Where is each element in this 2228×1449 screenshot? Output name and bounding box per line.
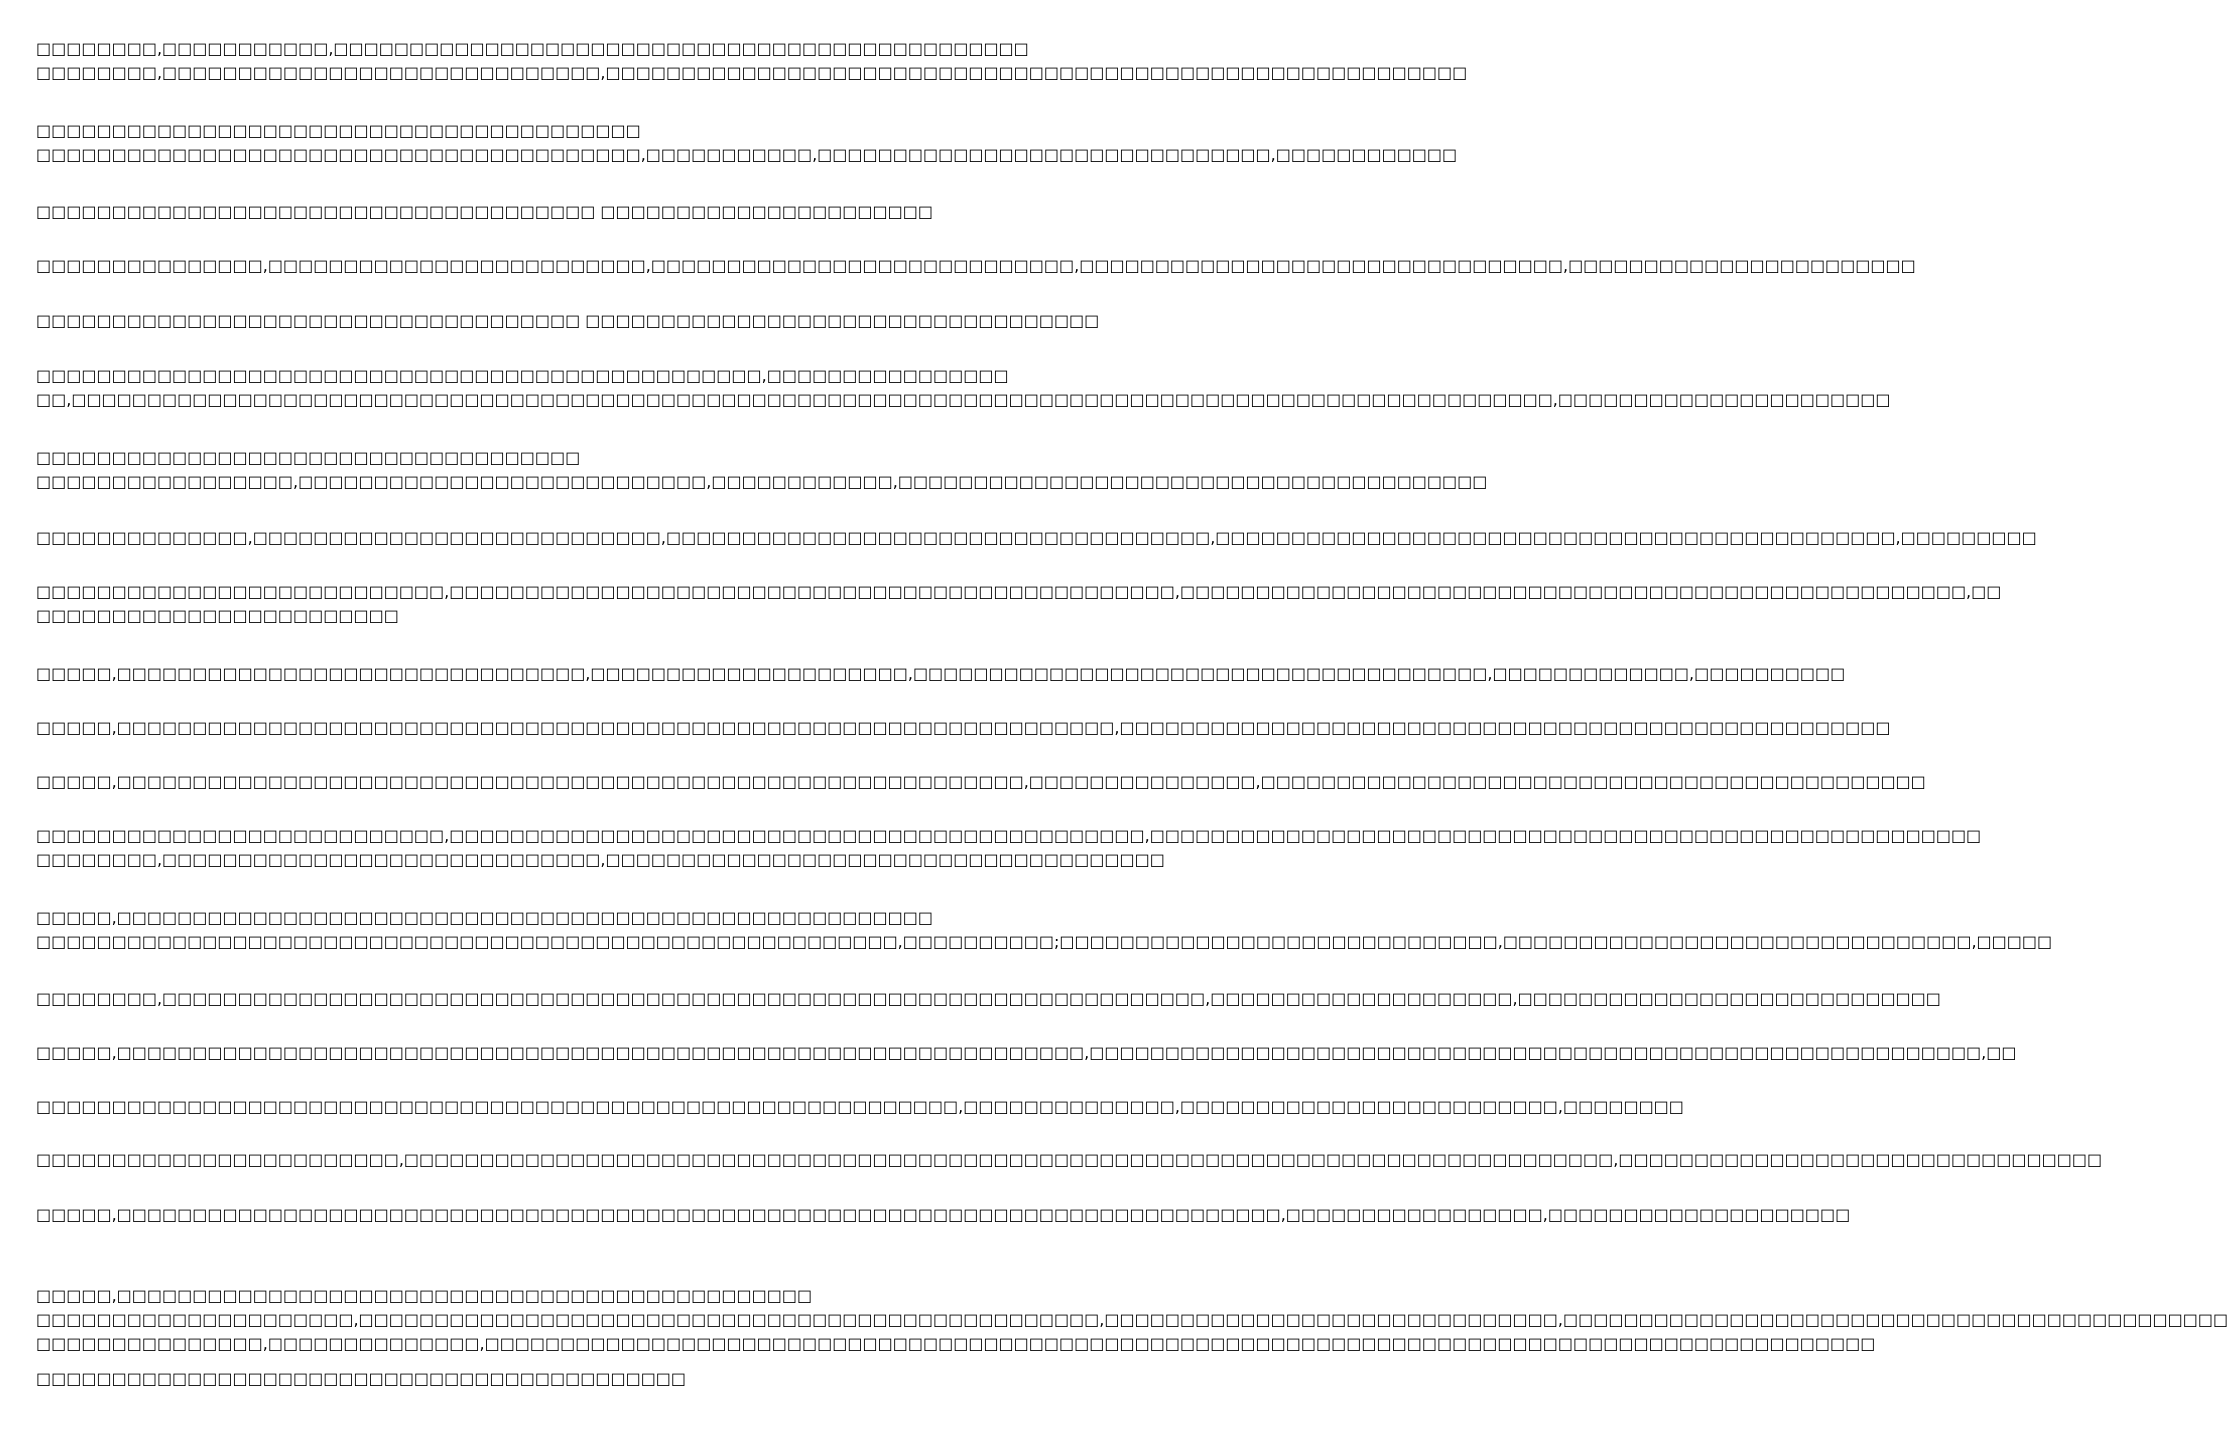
paragraph (36, 200, 990, 224)
paragraph-line: □□□□□,□□□□□□□□□□□□□□□□□□□□□□□□□□□□□□□□□□□□□□□□□□□□□□□□□□□□□□□□□□□□□□□□□□□□□□□□□□□□□,□□□□□□□□□□□□□□□□□,□□□□□□□□□□□□□□□□□□□□ (36, 1205, 1851, 1224)
paragraph-line: □□□□□□□□□□□□□□□□□,□□□□□□□□□□□□□□□□□□□□□□□□□□□,□□□□□□□□□□□□,□□□□□□□□□□□□□□□□□□□□□□□□□□□□□□□□□□□□□□□ (36, 472, 1488, 491)
paragraph (36, 1203, 1851, 1227)
paragraph-line: □□□□□□□□□□□□□□□□□□□□□□□□□□□□□□□□□□□□□□□□□□□□□□□□□□□□□□□□□,□□□□□□□□□□;□□□□□□□□□□□□□□□□□□□□□□□□□□□□□,□□□□□□□□□□□□□□□□□□□□□□□□□□□□□□□,□□□□□ (36, 932, 2053, 951)
paragraph-line: □□□□□□□□□□□□□□□□□□□□□□□□□□□,□□□□□□□□□□□□□□□□□□□□□□□□□□□□□□□□□□□□□□□□□□□□□□,□□□□□□□□□□□□□□□□□□□□□□□□□□□□□□□□□□□□□□□□□□□□□□□□□□□□□□□ (36, 826, 1982, 845)
document-page (36, 37, 2228, 1437)
paragraph (36, 526, 2037, 550)
paragraph-line: □□□□□□□□,□□□□□□□□□□□□□□□□□□□□□□□□□□□□□□□□□□□□□□□□□□□□□□□□□□□□□□□□□□□□□□□□□□□□□,□□□□□□□□□□□□□□□□□□□□,□□□□□□□□□□□□□□□□□□□□□□□□□□□□ (36, 989, 1941, 1008)
paragraph-line: □□□□□□□□□□□□□□□□□□□□□□□□□□□□□□□□□□□□□ □□□□□□□□□□□□□□□□□□□□□□ (36, 202, 933, 221)
paragraph-line: □□□□□□□□□□□□□□□,□□□□□□□□□□□□□□□□□□□□□□□□□,□□□□□□□□□□□□□□□□□□□□□□□□□□□□,□□□□□□□□□□□□□□□□□□□□□□□□□□□□□□□□,□□□□□□□□□□□□□□□□□□□□□□□ (36, 256, 1916, 275)
paragraph (36, 1148, 2103, 1172)
paragraph-line: □□□□□□□□□□□□□□□□□□□□□□□□□□□□□□□□□□□□□□□□□□□□□□□□,□□□□□□□□□□□□□□□□ (36, 366, 1009, 385)
paragraph-line: □□□□□,□□□□□□□□□□□□□□□□□□□□□□□□□□□□□□□□□□□□□□□□□□□□□□□□□□□□□□□□□□□□□□□□,□□□□□□□□□□□□□□□□□□□□□□□□□□□□□□□□□□□□□□□□□□□□□□□□□□□□□□□□□□□,□□ (36, 1043, 2017, 1062)
paragraph (36, 1284, 2228, 1356)
paragraph (36, 1095, 1684, 1119)
paragraph-line: □□□□□□□□□□□□□□□□□□□□□,□□□□□□□□□□□□□□□□□□□□□□□□□□□□□□□□□□□□□□□□□□□□□□□□□,□□□□□□□□□□□□□□□□□□□□□□□□□□□□□□,□□□□□□□□□□□□□□□□□□□□□□□□□□□□□□□□□□□□□□□□□□□□ (36, 1310, 2228, 1329)
paragraph-line: □□□□□□□□□□□□□□,□□□□□□□□□□□□□□□□□□□□□□□□□□□,□□□□□□□□□□□□□□□□□□□□□□□□□□□□□□□□□□□□,□□□□□□□□□□□□□□□□□□□□□□□□□□□□□□□□□□□□□□□□□□□□□,□□□□□□□□□ (36, 528, 2037, 547)
paragraph-line: □□□□□□□□□□□□□□□□□□□□□□□□□□□□□□□□□□□□□□□□,□□□□□□□□□□□,□□□□□□□□□□□□□□□□□□□□□□□□□□□□□□,□□□□□□□□□□□□ (36, 145, 1458, 164)
paragraph (36, 580, 2002, 628)
paragraph-line: □□□□□,□□□□□□□□□□□□□□□□□□□□□□□□□□□□□□□□□□□□□□□□□□□□□□□□□□□□□□□□□□□□,□□□□□□□□□□□□□□□,□□□□□□□□□□□□□□□□□□□□□□□□□□□□□□□□□□□□□□□□□□□□ (36, 772, 1926, 791)
paragraph-line: □□□□□□□□□□□□□□□□□□□□□□□□□□□□□□□□□□□□□□□□□□□ (36, 1369, 687, 1388)
paragraph-line: □□□□□□□□□□□□□□□□□□□□□□□□□□□□□□□□□□□□□□□□ (36, 121, 641, 140)
paragraph (36, 446, 1488, 494)
paragraph (36, 37, 1468, 85)
paragraph-line: □□□□□,□□□□□□□□□□□□□□□□□□□□□□□□□□□□□□□,□□□□□□□□□□□□□□□□□□□□□,□□□□□□□□□□□□□□□□□□□□□□□□□□□□□□□□□□□□□□,□□□□□□□□□□□□□,□□□□□□□□□□ (36, 664, 1846, 683)
paragraph (36, 119, 1458, 167)
paragraph-line: □□□□□□□□□□□□□□□,□□□□□□□□□□□□□□,□□□□□□□□□□□□□□□□□□□□□□□□□□□□□□□□□□□□□□□□□□□□□□□□□□□□□□□□□□□□□□□□□□□□□□□□□□□□□□□□□□□□□□□□□□□□ (36, 1334, 1876, 1353)
paragraph-line: □□□□□,□□□□□□□□□□□□□□□□□□□□□□□□□□□□□□□□□□□□□□□□□□□□□□□□□□□□□□□□□□□□□□□□□□,□□□□□□□□□□□□□□□□□□□□□□□□□□□□□□□□□□□□□□□□□□□□□□□□□□□ (36, 718, 1891, 737)
paragraph (36, 364, 1891, 412)
paragraph-line: □□□□□,□□□□□□□□□□□□□□□□□□□□□□□□□□□□□□□□□□□□□□□□□□□□□□ (36, 1286, 813, 1305)
paragraph-line: □□□□□□□□□□□□□□□□□□□□□□□□□□□□□□□□□□□□ (36, 448, 581, 467)
paragraph (36, 1367, 990, 1391)
paragraph (36, 770, 1926, 794)
paragraph-line: □□□□□□□□,□□□□□□□□□□□□□□□□□□□□□□□□□□□□□,□□□□□□□□□□□□□□□□□□□□□□□□□□□□□□□□□□□□□□□□□□□□□□□□□□□□□□□□□ (36, 63, 1468, 82)
paragraph (36, 1041, 2017, 1065)
paragraph (36, 716, 1891, 740)
paragraph (36, 987, 1941, 1011)
paragraph-line: □□□□□□□□□□□□□□□□□□□□□□□□,□□□□□□□□□□□□□□□□□□□□□□□□□□□□□□□□□□□□□□□□□□□□□□□□□□□□□□□□□□□□□□□□□□□□□□□□□□□□□□□□,□□□□□□□□□□□□□□□□□□□□□□□□□□□□□□□□ (36, 1150, 2103, 1169)
paragraph (36, 254, 1916, 278)
paragraph (36, 824, 1982, 872)
paragraph-line: □□□□□□□□,□□□□□□□□□□□□□□□□□□□□□□□□□□□□□,□□□□□□□□□□□□□□□□□□□□□□□□□□□□□□□□□□□□□ (36, 850, 1165, 869)
paragraph-line: □□□□□□□□□□□□□□□□□□□□□□□□□□□□□□□□□□□□ □□□□□□□□□□□□□□□□□□□□□□□□□□□□□□□□□□ (36, 311, 1100, 330)
paragraph-line: □□□□□,□□□□□□□□□□□□□□□□□□□□□□□□□□□□□□□□□□□□□□□□□□□□□□□□□□□□□□ (36, 908, 933, 927)
paragraph (36, 662, 1846, 686)
paragraph (36, 906, 2053, 954)
paragraph-line: □□□□□□□□□□□□□□□□□□□□□□□□□□□□□□□□□□□□□□□□□□□□□□□□□□□□□□□□□□□□□,□□□□□□□□□□□□□□,□□□□□□□□□□□□□□□□□□□□□□□□□,□□□□□□□□ (36, 1097, 1684, 1116)
paragraph-line: □□□□□□□□□□□□□□□□□□□□□□□□ (36, 606, 399, 625)
paragraph-line: □□□□□□□□□□□□□□□□□□□□□□□□□□□,□□□□□□□□□□□□□□□□□□□□□□□□□□□□□□□□□□□□□□□□□□□□□□□□,□□□□□□□□□□□□□□□□□□□□□□□□□□□□□□□□□□□□□□□□□□□□□□□□□□□□,□□ (36, 582, 2002, 601)
paragraph-line: □□□□□□□□,□□□□□□□□□□□,□□□□□□□□□□□□□□□□□□□□□□□□□□□□□□□□□□□□□□□□□□□□□□ (36, 39, 1029, 58)
paragraph-line: □□,□□□□□□□□□□□□□□□□□□□□□□□□□□□□□□□□□□□□□□□□□□□□□□□□□□□□□□□□□□□□□□□□□□□□□□□□□□□□□□□□□□□□□□□□□□□□□□□□□□,□□□□□□□□□□□□□□□□□□□□□□ (36, 390, 1891, 409)
paragraph (36, 309, 1100, 333)
